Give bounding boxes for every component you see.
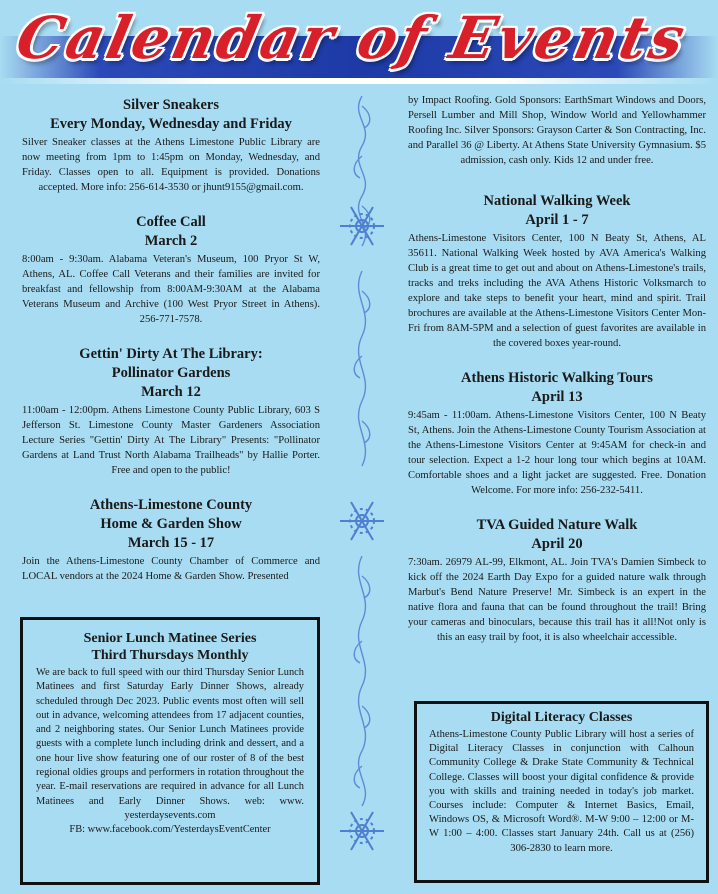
event-title: Athens Historic Walking Tours April 13 — [461, 370, 653, 405]
snowflake-ornament-column — [332, 96, 392, 886]
snowflake-icon — [340, 502, 384, 540]
event-gettin-dirty — [22, 345, 320, 478]
event-description: Silver Sneaker classes at the Athens Limestone Public Library are now meeting from 1pm to 1:45pm on Monday, Wednesday, and Friday. Classes open to all. Equipment is provided. Donations accepted. More info: 256-614-3530 or jhunt9155@gmail.com. — [22, 137, 320, 193]
event-national-walking-week — [408, 192, 706, 351]
event-silver-sneakers — [22, 96, 320, 195]
swirl-ornament — [354, 556, 370, 806]
event-title: Gettin' Dirty At The Library: Pollinator Gardens March 12 — [79, 346, 263, 400]
box-title: Senior Lunch Matinee Series Third Thursdays Monthly — [83, 631, 257, 663]
event-description: Join the Athens-Limestone County Chamber of Commerce and LOCAL vendors at the 2024 Home & Garden Show. Presented — [22, 556, 320, 582]
header-highlight — [0, 78, 718, 84]
event-home-garden-show — [22, 496, 320, 584]
left-column — [22, 96, 320, 602]
swirl-ornament — [354, 271, 370, 466]
header-banner — [0, 0, 718, 92]
event-description: 11:00am - 12:00pm. Athens Limestone County Public Library, 603 S Jefferson St. Limestone County Master Gardeners Association Lecture Series "Gettin' Dirty At The Library" Presents: "Pollinator Gardens at Land Trust North Alabama Trailheads" by Hallie Porter. Free and open to the public! — [22, 405, 320, 476]
box-description: Athens-Limestone County Public Library will host a series of Digital Literacy Classes in conjunction with Calhoun Community College & Drake State Community & Technical College. Classes will boost your digital confidence & provide you with skills and training needed in today's job market. Courses include: Computer & Internet Basics, Email, Windows OS, & Microsoft Word®. M-W 9:00 – 12:00 or M-W 1:00 – 4:00. Classes start January 24th. Call us at (256) 306-2830 to learn more. — [429, 729, 694, 854]
snowflake-icon — [340, 207, 384, 245]
event-title: National Walking Week April 1 - 7 — [483, 193, 631, 228]
event-title: Silver Sneakers Every Monday, Wednesday and Friday — [50, 97, 292, 132]
digital-literacy-box — [414, 701, 709, 883]
facebook-link[interactable]: FB: www.facebook.com/YesterdaysEventCenter — [69, 824, 271, 836]
event-home-garden-continued — [408, 93, 706, 168]
box-title: Digital Literacy Classes — [490, 710, 633, 725]
event-title: Athens-Limestone County Home & Garden Show March 15 - 17 — [89, 497, 253, 551]
event-description: 8:00am - 9:30am. Alabama Veteran's Museum, 100 Pryor St W, Athens, AL. Coffee Call Veterans and their families are invited for breakfast and fellowship from 8:00AM-9:30AM at the Alabama Veterans Museum and Archive (100 West Pryor Street in Athens). 256-771-7578. — [22, 254, 320, 325]
senior-lunch-box — [20, 617, 320, 885]
event-description: 9:45am - 11:00am. Athens-Limestone Visitors Center, 100 N Beaty St, Athens. Join the Athens-Limestone County Tourism Association at the Athens-Limestone Visitors Center at 9:45AM for check-in and tour selection. Expect a 1-2 hour long tour which begins at 10AM. Comfortable shoes and a light jacket are suggested. Free. Donation Welcome. For more info: 256-232-5411. — [408, 410, 706, 496]
event-title: TVA Guided Nature Walk April 20 — [476, 517, 638, 552]
snowflake-icon — [340, 812, 384, 850]
event-description: Athens-Limestone Visitors Center, 100 N Beaty St, Athens, AL 35611. National Walking Week hosted by AVA America's Walking Club is a great time to get out and about on Athens-Limestone's trails, tracks and treks including the AVA Athens Historic Volksmarch to explore and take steps to benefit your heart, mind and spirit. Trail brochures are available at the Athens-Limestone Visitors Center Mon-Fri from 8AM-5PM and a selection of guest favorites are available in the covered boxes year-round. — [408, 233, 706, 349]
event-historic-walking-tours — [408, 369, 706, 498]
event-title: Coffee Call March 2 — [136, 214, 206, 249]
event-description: by Impact Roofing. Gold Sponsors: EarthSmart Windows and Doors, Persell Lumber and Mill Shop, Window World and Yellowhammer Roofing Inc. Silver Sponsors: Grayson Carter & Son Contracting, Inc. and Parallel 36 @ Liberty. At Athens State University Gymnasium. $5 admission, cash only. Kids 12 and under free. — [408, 95, 706, 166]
event-tva-nature-walk — [408, 516, 706, 645]
page-title: Calendar of Events — [10, 4, 694, 72]
right-column — [408, 92, 706, 663]
box-description: We are back to full speed with our third Thursday Senior Lunch Matinees and first Saturday Early Dinner Shows, already scheduled through Dec 2023. Public events most often will sell out in advance, welcoming attendees from 17 adjacent counties, and 2 neighboring states. Our Senior Lunch Matinees provide guests with a complete lunch including drink and dessert, and a one hour live show featuring one of our roster of 8 of the best regional oldies groups and performers in rotation throughout the year. E-mail reservations are required in advance for all Lunch Matinees and Early Dinner Shows. web: www. yesterdaysevents.com — [36, 667, 304, 821]
event-description: 7:30am. 26979 AL-99, Elkmont, AL. Join TVA's Damien Simbeck to kick off the 2024 Earth Day Expo for a guided nature walk through Marbut's Bend Nature Preserve! Mr. Simbeck is an expert in the native flora and fauna that can be found throughout the trail! Bring your cameras and binoculars, because this trail has it all!Not only is this an easy trail by foot, it is also wheelchair accessible. — [408, 557, 706, 643]
event-coffee-call — [22, 213, 320, 327]
